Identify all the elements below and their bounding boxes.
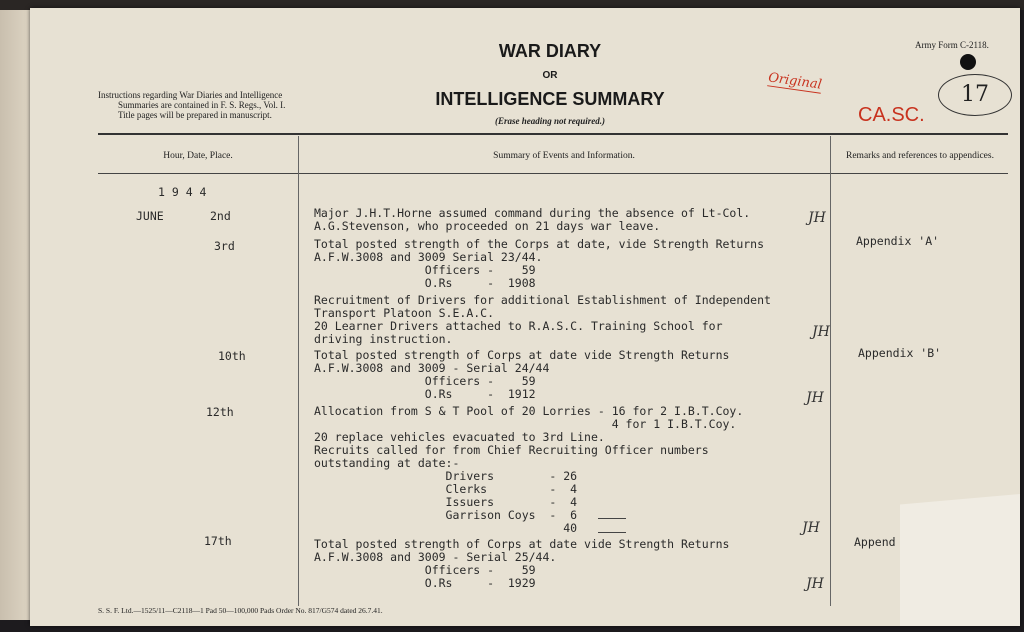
entry-remark: Appendix 'B' — [858, 346, 942, 360]
officer-initials: JH — [806, 576, 824, 592]
war-diary-sheet — [30, 8, 1020, 626]
summary-line: outstanding at date:- — [314, 456, 460, 470]
summary-line: Allocation from S & T Pool of 20 Lorries - 16 for 2 I.B.T.Coy. — [314, 404, 744, 418]
column-header-date: Hour, Date, Place. — [163, 151, 233, 161]
summary-line: O.Rs - 1908 — [314, 276, 536, 290]
column-divider-1 — [298, 136, 299, 606]
summary-line: O.Rs - 1929 — [314, 576, 536, 590]
entry-summary — [314, 405, 743, 535]
entry-date: 17th — [204, 534, 232, 548]
summary-line: A.F.W.3008 and 3009 - Serial 25/44. — [314, 550, 557, 564]
summary-line: Recruits called for from Chief Recruiting Officer numbers — [314, 443, 709, 457]
column-header-remarks: Remarks and references to appendices. — [846, 151, 994, 161]
entry-summary — [314, 294, 771, 346]
total-rule — [598, 532, 626, 533]
summary-line: Issuers - 4 — [314, 495, 578, 509]
entry-summary — [314, 349, 729, 401]
officer-initials: JH — [802, 520, 820, 536]
entry-summary — [314, 538, 729, 590]
original-stamp: Original — [767, 70, 823, 93]
summary-line: Recruitment of Drivers for additional Establishment of Independent — [314, 293, 771, 307]
page-number: 17 — [961, 82, 989, 107]
summary-line: Clerks - 4 — [314, 482, 578, 496]
entry-summary — [314, 207, 750, 233]
entry-remark: Append — [854, 535, 896, 549]
page-number-circle — [938, 74, 1012, 116]
folded-corner — [900, 494, 1020, 626]
summary-line: 20 Learner Drivers attached to R.A.S.C. Training School for — [314, 319, 723, 333]
summary-line: Officers - 59 — [314, 263, 536, 277]
instructions-line: Title pages will be prepared in manuscript. — [118, 110, 272, 120]
punch-hole — [960, 54, 976, 70]
officer-initials: JH — [806, 390, 824, 406]
officer-initials: JH — [808, 210, 826, 226]
summary-line: Major J.H.T.Horne assumed command during the absence of Lt-Col. — [314, 206, 751, 220]
entry-summary — [314, 238, 764, 290]
month-label: JUNE — [136, 209, 164, 223]
unit-stamp: CA.SC. — [858, 104, 925, 126]
entry-date: 3rd — [214, 239, 235, 253]
year-label: 1 9 4 4 — [158, 185, 207, 199]
title-or: OR — [542, 70, 558, 81]
instructions-block — [98, 90, 358, 120]
summary-line: A.F.W.3008 and 3009 Serial 23/44. — [314, 250, 543, 264]
summary-line: A.F.W.3008 and 3009 - Serial 24/44 — [314, 361, 550, 375]
title-war-diary: WAR DIARY — [498, 41, 602, 61]
summary-line: Total posted strength of the Corps at date, vide Strength Returns — [314, 237, 765, 251]
summary-line: driving instruction. — [314, 332, 453, 346]
summary-line: Transport Platoon S.E.A.C. — [314, 306, 495, 320]
entry-date: 10th — [218, 349, 246, 363]
instructions-line: Summaries are contained in F. S. Regs., Vol. I. — [118, 100, 286, 110]
summary-line: Officers - 59 — [314, 374, 536, 388]
column-divider-2 — [830, 136, 831, 606]
left-paper-edge — [0, 10, 30, 620]
column-header-summary: Summary of Events and Information. — [493, 151, 635, 161]
title-intelligence-summary: INTELLIGENCE SUMMARY — [435, 89, 665, 109]
erase-note: (Erase heading not required.) — [494, 116, 605, 126]
summary-line: Garrison Coys - 6 — [314, 508, 578, 522]
army-form-number: Army Form C-2118. — [915, 40, 989, 50]
summary-line: O.Rs - 1912 — [314, 387, 536, 401]
instructions-line: Instructions regarding War Diaries and Intelligence — [98, 90, 283, 100]
total-rule — [598, 518, 626, 519]
summary-line: 4 for 1 I.B.T.Coy. — [314, 417, 737, 431]
summary-line: Officers - 59 — [314, 563, 536, 577]
officer-initials: JH — [812, 324, 830, 340]
summary-line: Total posted strength of Corps at date vide Strength Returns — [314, 348, 730, 362]
print-footer: S. S. F. Ltd.—1525/11—C2118—1 Pad 50—100,000 Pads Order No. 817/G574 dated 26.7.41. — [98, 606, 383, 615]
header-bottom-rule — [98, 173, 1008, 174]
summary-line: Drivers - 26 — [314, 469, 578, 483]
summary-line: 40 — [314, 521, 578, 535]
header-top-rule — [98, 133, 1008, 135]
entry-remark: Appendix 'A' — [856, 234, 940, 248]
summary-line: Total posted strength of Corps at date vide Strength Returns — [314, 537, 730, 551]
entry-date: 12th — [206, 405, 234, 419]
summary-line: A.G.Stevenson, who proceeded on 21 days war leave. — [314, 219, 661, 233]
summary-line: 20 replace vehicles evacuated to 3rd Line. — [314, 430, 605, 444]
entry-date: 2nd — [210, 209, 231, 223]
